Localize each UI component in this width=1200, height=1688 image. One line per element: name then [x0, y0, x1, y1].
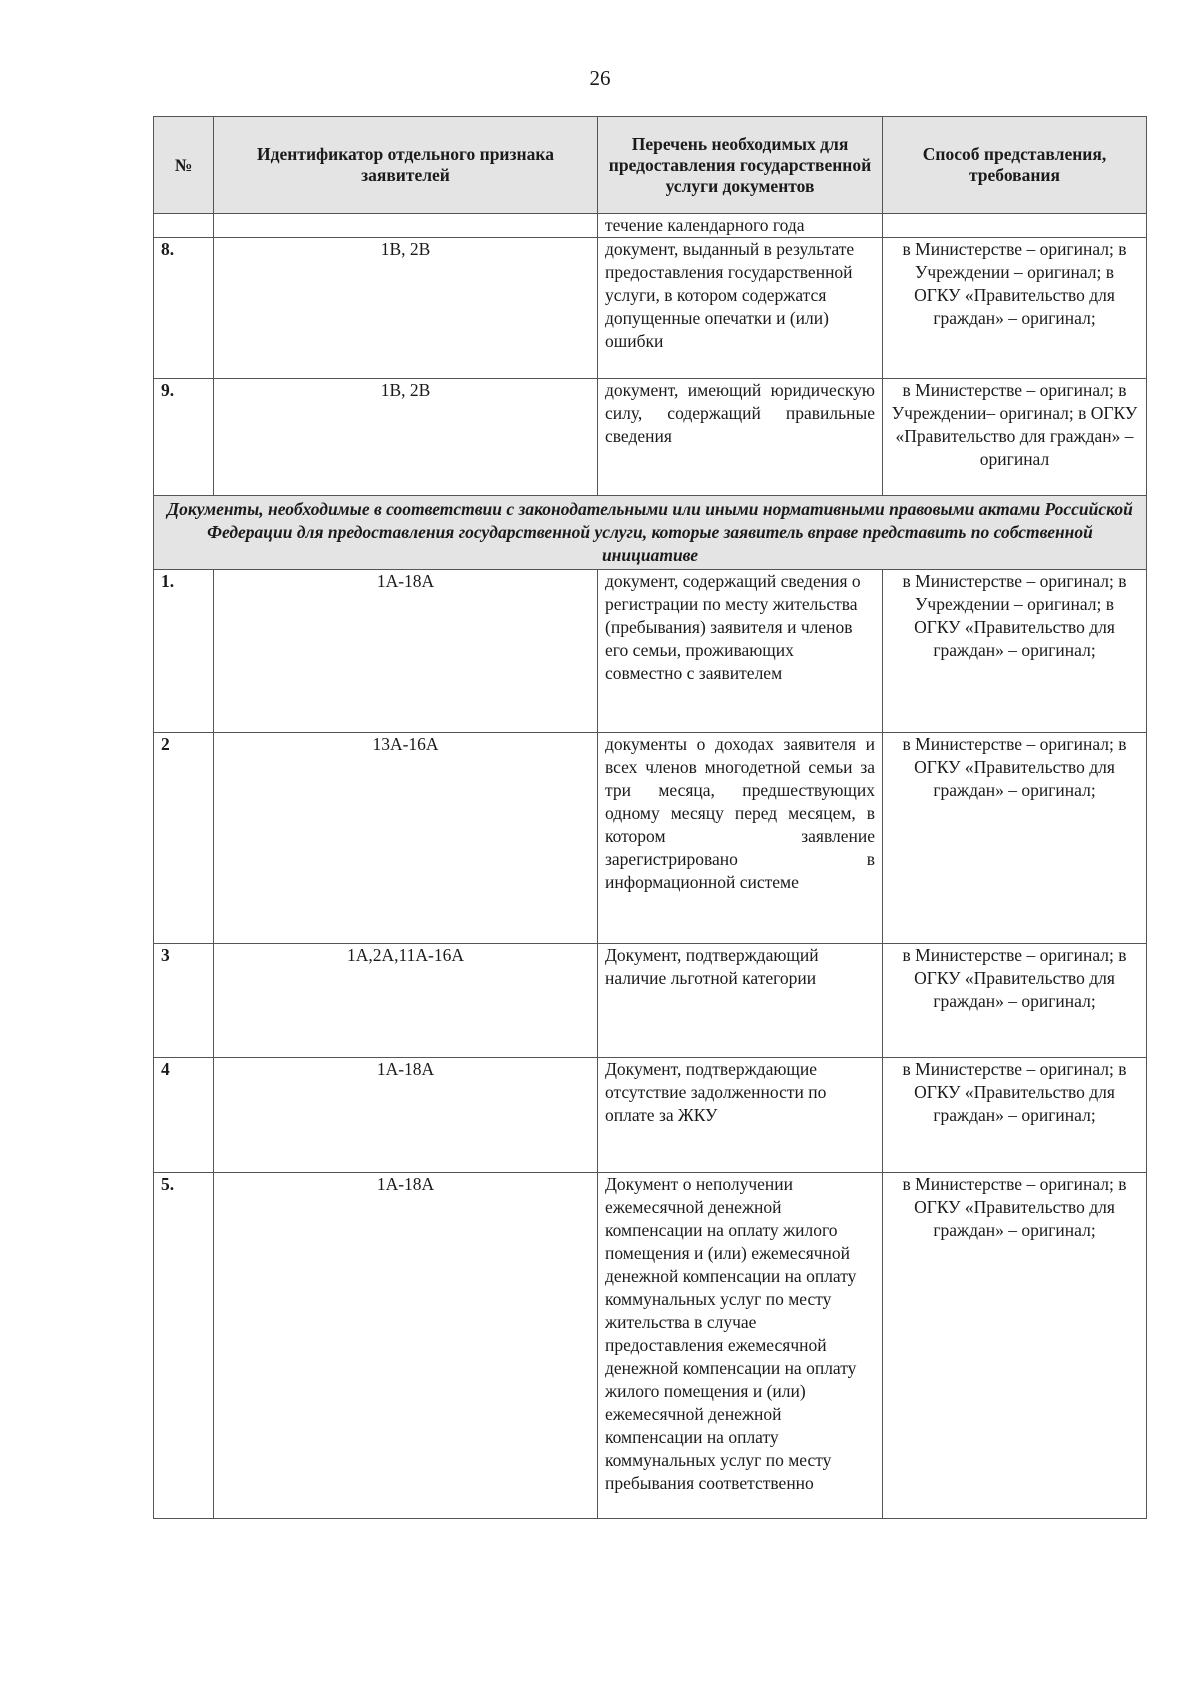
table-row: [154, 214, 1147, 238]
header-method: Способ представления, требования: [883, 117, 1147, 214]
row-identifier: 1А,2А,11А-16А: [214, 944, 598, 1058]
table-row: [154, 1058, 1147, 1173]
header-identifier: Идентификатор отдельного признака заявителей: [214, 117, 598, 214]
section-heading-row: [154, 496, 1147, 570]
row-method: в Министерстве – оригинал; в Учреждении – оригинал; в ОГКУ «Правительство для граждан» – оригинал;: [883, 238, 1147, 379]
row-method: в Министерстве – оригинал; в ОГКУ «Правительство для граждан» – оригинал;: [883, 944, 1147, 1058]
row-documents: документы о доходах заявителя и всех членов многодетной семьи за три месяца, предшествующих одному месяцу перед месяцем, в котором заявление зарегистрировано в информационной системе: [598, 733, 883, 944]
table-row: [154, 570, 1147, 733]
row-documents: документ, содержащий сведения о регистрации по месту жительства (пребывания) заявителя и членов его семьи, проживающих совместно с заявителем: [598, 570, 883, 733]
row-method: в Министерстве – оригинал; в ОГКУ «Правительство для граждан» – оригинал;: [883, 1058, 1147, 1173]
row-method: в Министерстве – оригинал; в ОГКУ «Правительство для граждан» – оригинал;: [883, 733, 1147, 944]
row-identifier: 1В, 2В: [214, 379, 598, 496]
row-identifier: 1А-18А: [214, 1058, 598, 1173]
row-documents: документ, имеющий юридическую силу, содержащий правильные сведения: [598, 379, 883, 496]
row-identifier: 1В, 2В: [214, 238, 598, 379]
row-identifier: 1А-18А: [214, 1173, 598, 1519]
table-row: [154, 1173, 1147, 1519]
row-number: [154, 214, 214, 238]
row-number: 5.: [154, 1173, 214, 1519]
table-row: [154, 733, 1147, 944]
row-number: 9.: [154, 379, 214, 496]
table-row: [154, 944, 1147, 1058]
section-heading: Документы, необходимые в соответствии с законодательными или иными нормативными правовыми актами Российской Федерации для предоставления государственной услуги, которые заявитель вправе представить по собственной инициативе: [154, 496, 1147, 570]
table-row: [154, 238, 1147, 379]
table-header: [154, 117, 1147, 214]
row-documents: Документ, подтверждающие отсутствие задолженности по оплате за ЖКУ: [598, 1058, 883, 1173]
row-method: в Министерстве – оригинал; в Учреждении– оригинал; в ОГКУ «Правительство для граждан» – оригинал: [883, 379, 1147, 496]
row-method: в Министерстве – оригинал; в ОГКУ «Правительство для граждан» – оригинал;: [883, 1173, 1147, 1519]
header-documents: Перечень необходимых для предоставления государственной услуги документов: [598, 117, 883, 214]
row-identifier: 13А-16А: [214, 733, 598, 944]
row-method: в Министерстве – оригинал; в Учреждении – оригинал; в ОГКУ «Правительство для граждан» – оригинал;: [883, 570, 1147, 733]
row-identifier: [214, 214, 598, 238]
row-documents: Документ, подтверждающий наличие льготной категории: [598, 944, 883, 1058]
row-number: 2: [154, 733, 214, 944]
row-number: 1.: [154, 570, 214, 733]
documents-table: [153, 116, 1147, 1519]
row-documents: документ, выданный в результате предоставления государственной услуги, в котором содержатся допущенные опечатки и (или) ошибки: [598, 238, 883, 379]
row-identifier: 1А-18А: [214, 570, 598, 733]
row-documents: течение календарного года: [598, 214, 883, 238]
header-number: №: [154, 117, 214, 214]
table-row: [154, 379, 1147, 496]
row-documents: Документ о неполучении ежемесячной денежной компенсации на оплату жилого помещения и (или) ежемесячной денежной компенсации на оплату коммунальных услуг по месту жительства в случае предоставления ежемесячной денежной компенсации на оплату жилого помещения и (или) ежемесячной денежной компенсации на оплату коммунальных услуг по месту пребывания соответственно: [598, 1173, 883, 1519]
row-number: 3: [154, 944, 214, 1058]
row-number: 4: [154, 1058, 214, 1173]
row-number: 8.: [154, 238, 214, 379]
page-number: 26: [589, 66, 611, 90]
row-method: [883, 214, 1147, 238]
